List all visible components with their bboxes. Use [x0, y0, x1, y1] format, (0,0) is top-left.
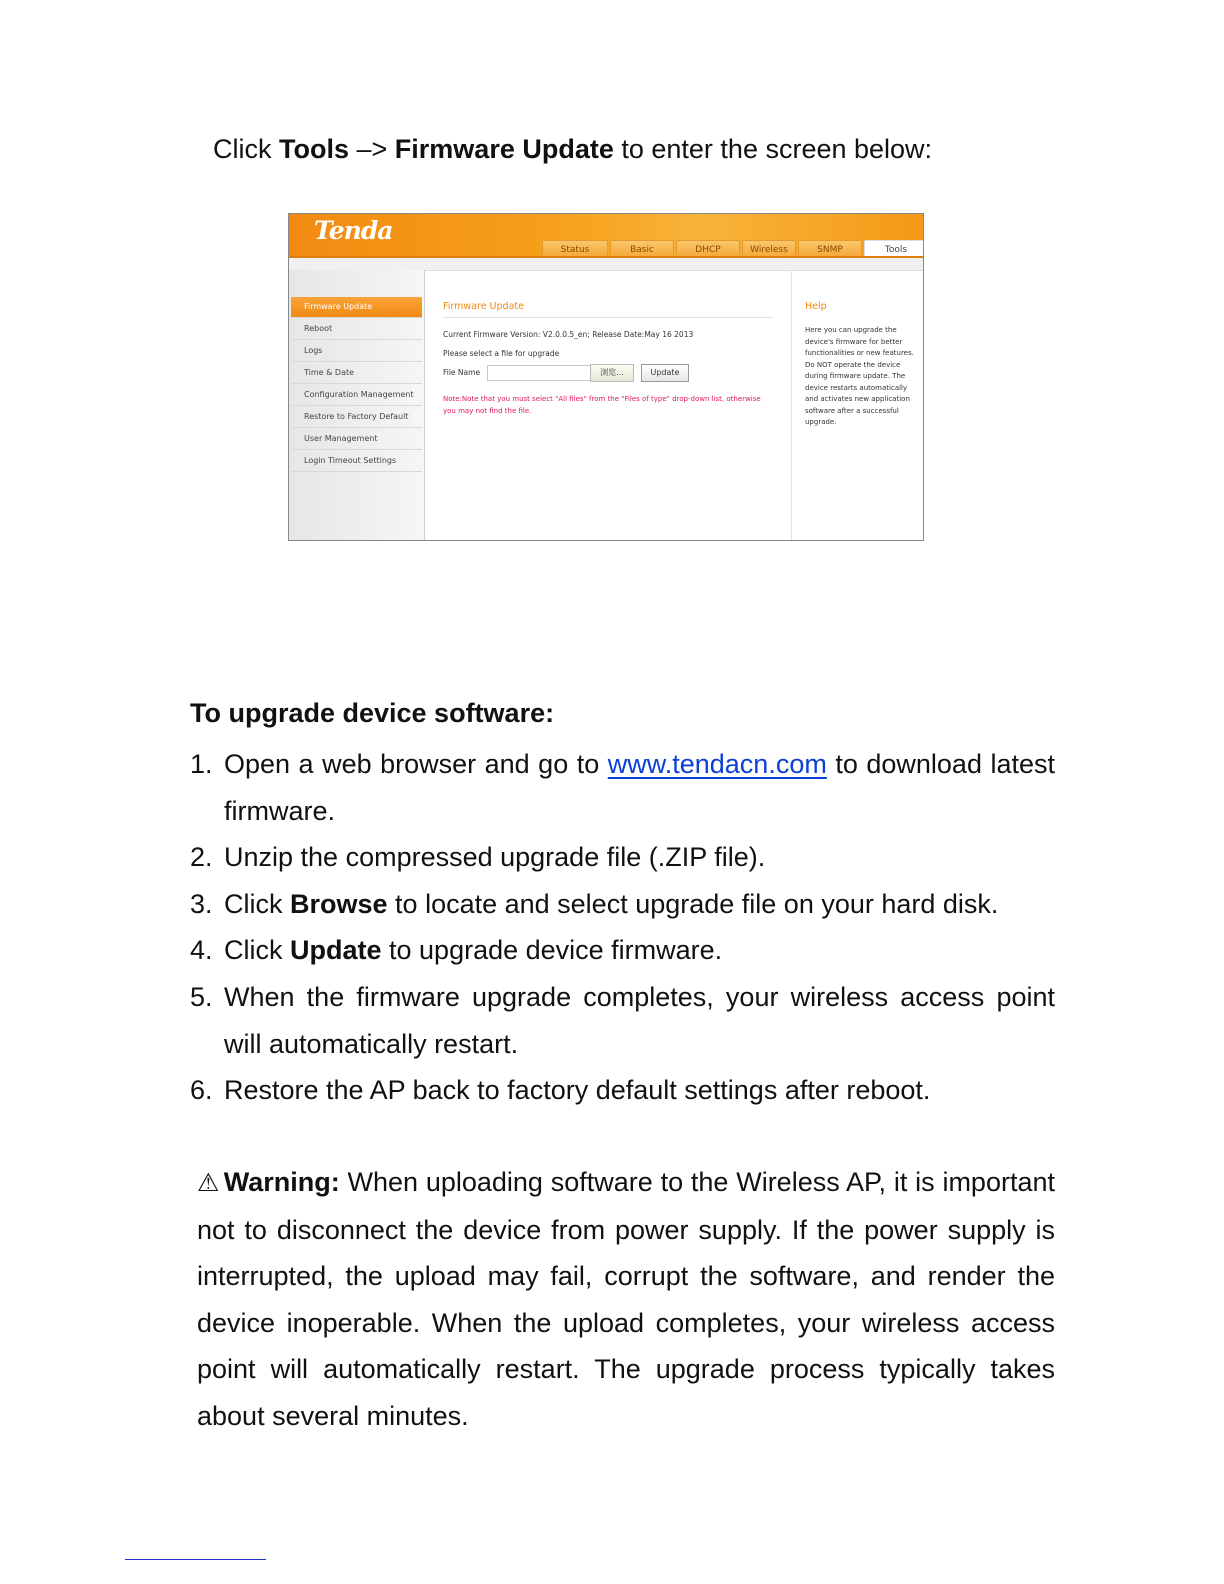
step-number: 6. [190, 1075, 213, 1106]
step-text [224, 927, 1055, 974]
router-help-panel [791, 270, 924, 540]
sidebar-item-time-date[interactable]: Time & Date [291, 363, 422, 384]
step-4-update: Update [290, 935, 382, 966]
step-4-before: Click [224, 935, 290, 966]
warning-label: Warning: [223, 1167, 340, 1197]
warning-text: When uploading software to the Wireless AP, it is important not to disconnect the device from power supply. If the power supply is interrupted, the upload may fail, corrupt the software, and render the device inoperable. When the upload completes, your wireless access point will automatically restart. The upgrade process typically takes about several minutes. [197, 1167, 1055, 1431]
step-number: 1. [190, 749, 213, 779]
tab-dhcp[interactable]: DHCP [676, 240, 740, 259]
step-number: 3. [190, 888, 213, 919]
step-3-before: Click [224, 888, 290, 919]
step-text: Restore the AP back to factory default settings after reboot. [224, 1075, 931, 1106]
step-1-before: Open a web browser and go to [224, 749, 608, 779]
tab-status[interactable]: Status [542, 240, 608, 259]
intro-tools: Tools [279, 134, 349, 164]
router-header [289, 214, 923, 258]
step-3-browse: Browse [290, 888, 388, 919]
intro-prefix: Click [213, 134, 279, 164]
section-title: To upgrade device software: [190, 698, 555, 728]
help-title: Help [805, 301, 827, 312]
tab-wireless[interactable]: Wireless [742, 240, 796, 259]
intro-firmware-update: Firmware Update [394, 134, 614, 164]
sidebar-item-logs[interactable]: Logs [291, 341, 422, 362]
file-name-label: File Name [443, 368, 481, 377]
intro-line [213, 131, 932, 167]
footnote-divider [125, 1559, 266, 1560]
step-4 [190, 927, 1055, 974]
step-text [224, 741, 1055, 834]
tab-tools[interactable]: Tools [864, 240, 924, 260]
intro-suffix: to enter the screen below: [613, 134, 933, 164]
sidebar-item-restore-factory-default[interactable]: Restore to Factory Default [291, 407, 422, 428]
sidebar-item-firmware-update[interactable]: Firmware Update [291, 297, 422, 318]
step-text [224, 881, 1055, 928]
upgrade-steps [190, 741, 1055, 1114]
sidebar-item-reboot[interactable]: Reboot [291, 319, 422, 340]
tab-basic[interactable]: Basic [610, 240, 674, 259]
intro-arrow: –> [349, 134, 395, 164]
step-5 [190, 974, 1055, 1067]
help-text: Here you can upgrade the device's firmware for better functionalities or new features. Do NOT operate the device during firmware update. The device restarts automatically and activates new application software after a successful upgrade. [805, 326, 914, 426]
title-divider [443, 317, 773, 318]
step-6 [190, 1067, 1055, 1114]
step-1-after: to download latest firmware. [224, 749, 1055, 826]
browse-button[interactable]: 浏览... [590, 364, 634, 382]
current-firmware-version: Current Firmware Version: V2.0.0.5_en; Release Date:May 16 2013 [443, 330, 694, 339]
step-2 [190, 834, 1055, 881]
step-number: 4. [190, 935, 213, 966]
file-type-note: Note:Note that you must select "All files" from the "Files of type" drop-down list, otherwise you may not find the file. [443, 395, 761, 415]
sidebar-item-configuration-management[interactable]: Configuration Management [291, 385, 422, 406]
router-main-panel [425, 270, 791, 540]
tenda-logo: Tenda [314, 216, 393, 245]
step-3 [190, 881, 1055, 928]
step-number: 2. [190, 842, 213, 873]
router-sidebar [289, 270, 425, 540]
step-4-after: to upgrade device firmware. [381, 935, 723, 966]
warning-paragraph [197, 1159, 1055, 1440]
step-1 [190, 741, 1055, 834]
tab-snmp[interactable]: SNMP [798, 240, 862, 259]
step-number: 5. [190, 981, 213, 1012]
router-screenshot [288, 213, 924, 541]
warning-icon: ⚠ [197, 1169, 220, 1197]
sidebar-item-user-management[interactable]: User Management [291, 429, 422, 450]
step-text: Unzip the compressed upgrade file (.ZIP file). [224, 842, 766, 873]
file-name-input[interactable] [487, 365, 592, 381]
tendacn-link[interactable]: www.tendacn.com [607, 749, 827, 779]
firmware-update-title: Firmware Update [443, 301, 524, 312]
step-3-after: to locate and select upgrade file on your hard disk. [387, 888, 999, 919]
update-button[interactable]: Update [641, 364, 689, 382]
step-text: When the firmware upgrade completes, your wireless access point will automatically restart. [224, 981, 1055, 1059]
select-file-prompt: Please select a file for upgrade [443, 349, 560, 358]
sidebar-item-login-timeout-settings[interactable]: Login Timeout Settings [291, 451, 422, 472]
router-tabs [542, 240, 924, 260]
